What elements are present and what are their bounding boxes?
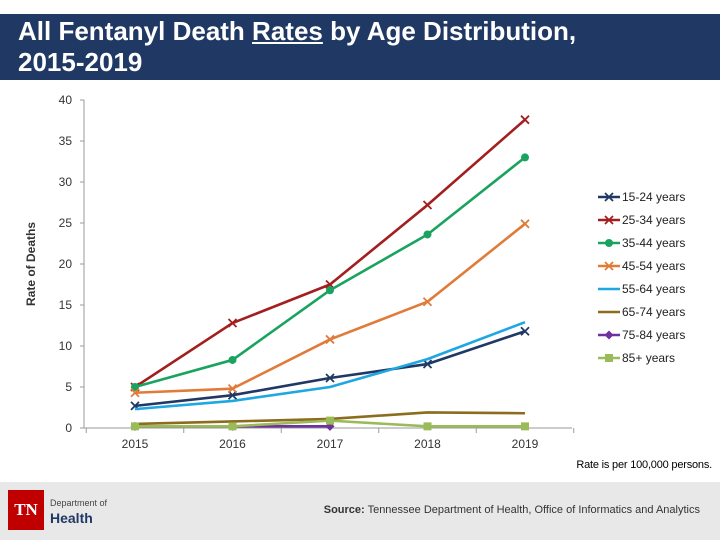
series-line-1 xyxy=(135,331,525,406)
y-tick-label: 0 xyxy=(65,421,72,435)
y-tick-label: 5 xyxy=(65,380,72,394)
tn-health-logo xyxy=(8,490,108,534)
logo-dept: Department of xyxy=(50,498,108,508)
source-body: Tennessee Department of Health, Office of Informatics and Analytics xyxy=(364,504,700,516)
x-tick-label: 2016 xyxy=(219,437,246,451)
legend-marker-3 xyxy=(605,239,613,247)
title-line2: 2015-2019 xyxy=(18,47,143,77)
x-tick-label: 2019 xyxy=(511,437,539,451)
x-tick-label: 2017 xyxy=(316,437,344,451)
title-part1: All Fentanyl Death xyxy=(18,16,253,46)
series-line-5 xyxy=(135,322,525,409)
series-line-4 xyxy=(135,224,525,393)
data-point-2 xyxy=(521,116,529,124)
y-tick-label: 20 xyxy=(58,257,72,271)
source-label: Source: xyxy=(323,504,365,516)
legend-label-2: 25-34 years xyxy=(622,213,686,227)
data-point-2 xyxy=(424,201,432,209)
y-tick-label: 25 xyxy=(58,216,72,230)
legend-marker-8 xyxy=(605,354,613,362)
y-axis-label: Rate of Deaths xyxy=(24,221,38,307)
data-point-3 xyxy=(229,356,237,364)
legend-label-5: 55-64 years xyxy=(622,282,686,296)
data-point-8 xyxy=(424,422,432,430)
footnote: Rate is per 100,000 persons. xyxy=(576,459,712,471)
y-tick-label: 35 xyxy=(58,134,72,148)
logo-tn: TN xyxy=(8,490,44,530)
data-point-3 xyxy=(424,230,432,238)
y-tick-label: 15 xyxy=(58,298,72,312)
data-point-8 xyxy=(521,422,529,430)
y-tick-label: 40 xyxy=(58,93,72,107)
data-point-8 xyxy=(131,422,139,430)
legend-label-7: 75-84 years xyxy=(622,328,686,342)
legend-label-4: 45-54 years xyxy=(622,259,686,273)
title-underlined: Rates xyxy=(252,16,323,46)
data-point-4 xyxy=(521,220,529,228)
legend-label-6: 65-74 years xyxy=(622,305,686,319)
x-tick-label: 2015 xyxy=(121,437,149,451)
data-point-8 xyxy=(326,417,334,425)
title-part2: by Age Distribution, xyxy=(322,16,577,46)
y-tick-label: 30 xyxy=(58,175,72,189)
y-tick-label: 10 xyxy=(58,339,72,353)
legend-label-3: 35-44 years xyxy=(622,236,686,250)
legend-label-8: 85+ years xyxy=(622,351,676,365)
source-text xyxy=(260,504,700,516)
data-point-3 xyxy=(521,153,529,161)
footer xyxy=(0,482,720,540)
series-line-2 xyxy=(135,120,525,387)
legend-label-1: 15-24 years xyxy=(622,190,686,204)
x-tick-label: 2018 xyxy=(414,437,441,451)
data-point-3 xyxy=(326,286,334,294)
logo-health: Health xyxy=(50,510,93,526)
legend-marker-7 xyxy=(605,331,614,340)
data-point-8 xyxy=(229,422,237,430)
